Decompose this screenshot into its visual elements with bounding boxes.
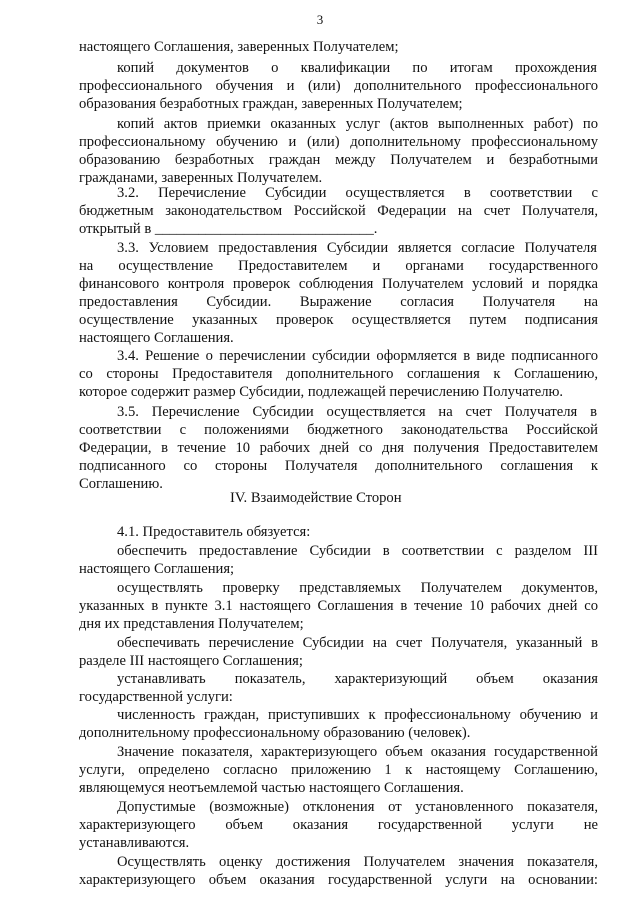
- text-line: гражданами, заверенных Получателем.: [79, 170, 323, 186]
- text-line: устанавливать показатель, характеризующий объем оказания: [117, 671, 598, 687]
- text-line: являющемуся неотъемлемой частью настоящего Соглашения.: [79, 780, 464, 796]
- text-line: копий актов приемки оказанных услуг (актов выполненных работ) по: [117, 116, 598, 132]
- text-line: характеризующего объем оказания государственной услуги не: [79, 817, 598, 833]
- text-line: разделе III настоящего Соглашения;: [79, 653, 303, 669]
- text-line: образованию безработных граждан между Получателем и безработными: [79, 152, 598, 168]
- text-line: осуществление указанных проверок осуществляется путем подписания: [79, 312, 598, 328]
- section-heading: IV. Взаимодействие Сторон: [230, 490, 402, 506]
- text-line: Федерации, в течение 10 рабочих дней со дня получения Предоставителем: [79, 440, 598, 456]
- text-line: 3.5. Перечисление Субсидии осуществляется на счет Получателя в: [117, 404, 597, 420]
- text-line: со стороны Предоставителя дополнительного соглашения к Соглашению,: [79, 366, 598, 382]
- text-line: характеризующего объем оказания государственной услуги на основании:: [79, 872, 598, 888]
- text-line: открытый в ______________________________.: [79, 221, 378, 237]
- text-line: финансового контроля проверок соблюдения Получателем условий и порядка: [79, 276, 598, 292]
- text-line: на осуществление Предоставителем и органами государственного: [79, 258, 598, 274]
- text-line: Осуществлять оценку достижения Получателем значения показателя,: [117, 854, 598, 870]
- text-line: осуществлять проверку представляемых Получателем документов,: [117, 580, 598, 596]
- text-line: настоящего Соглашения.: [79, 330, 234, 346]
- text-line: дополнительному профессиональному образованию (человек).: [79, 725, 471, 741]
- text-line: которое содержит размер Субсидии, подлежащей перечислению Получателю.: [79, 384, 564, 400]
- text-line: обеспечивать перечисление Субсидии на счет Получателя, указанный в: [117, 635, 598, 651]
- text-line: 4.1. Предоставитель обязуется:: [117, 524, 311, 540]
- text-line: услуги, определено согласно приложению 1 к настоящему Соглашению,: [79, 762, 598, 778]
- text-line: соответствии с положениями бюджетного законодательства Российской: [79, 422, 598, 438]
- text-line: дня их представления Получателем;: [79, 616, 304, 632]
- text-line: предоставления Субсидии. Выражение согласия Получателя на: [79, 294, 598, 310]
- text-line: обеспечить предоставление Субсидии в соответствии с разделом III: [117, 543, 598, 559]
- text-line: копий документов о квалификации по итогам прохождения: [117, 60, 597, 76]
- text-line: профессиональному обучению и (или) дополнительному профессиональному: [79, 134, 598, 150]
- page-number: 3: [316, 12, 324, 27]
- text-line: профессионального обучения и (или) дополнительного профессионального: [79, 78, 598, 94]
- text-line: образования безработных граждан, заверенных Получателем;: [79, 96, 463, 112]
- text-line: указанных в пункте 3.1 настоящего Соглашения в течение 10 рабочих дней со: [79, 598, 598, 614]
- text-line: настоящего Соглашения;: [79, 561, 235, 577]
- text-line: подписанного со стороны Получателя дополнительного соглашения к: [79, 458, 598, 474]
- text-line: численность граждан, приступивших к профессиональному обучению и: [117, 707, 598, 723]
- text-line: государственной услуги:: [79, 689, 233, 705]
- text-line: 3.2. Перечисление Субсидии осуществляется в соответствии с: [117, 185, 598, 201]
- text-line: Допустимые (возможные) отклонения от установленного показателя,: [117, 799, 598, 815]
- text-line: Соглашению.: [79, 476, 163, 492]
- text-line: устанавливаются.: [79, 835, 190, 851]
- text-line: 3.3. Условием предоставления Субсидии является согласие Получателя: [117, 240, 597, 256]
- text-line: настоящего Соглашения, заверенных Получателем;: [79, 39, 399, 55]
- text-line: 3.4. Решение о перечислении субсидии оформляется в виде подписанного: [117, 348, 598, 364]
- text-line: бюджетным законодательством Российской Федерации на счет Получателя,: [79, 203, 598, 219]
- text-line: Значение показателя, характеризующего объем оказания государственной: [117, 744, 598, 760]
